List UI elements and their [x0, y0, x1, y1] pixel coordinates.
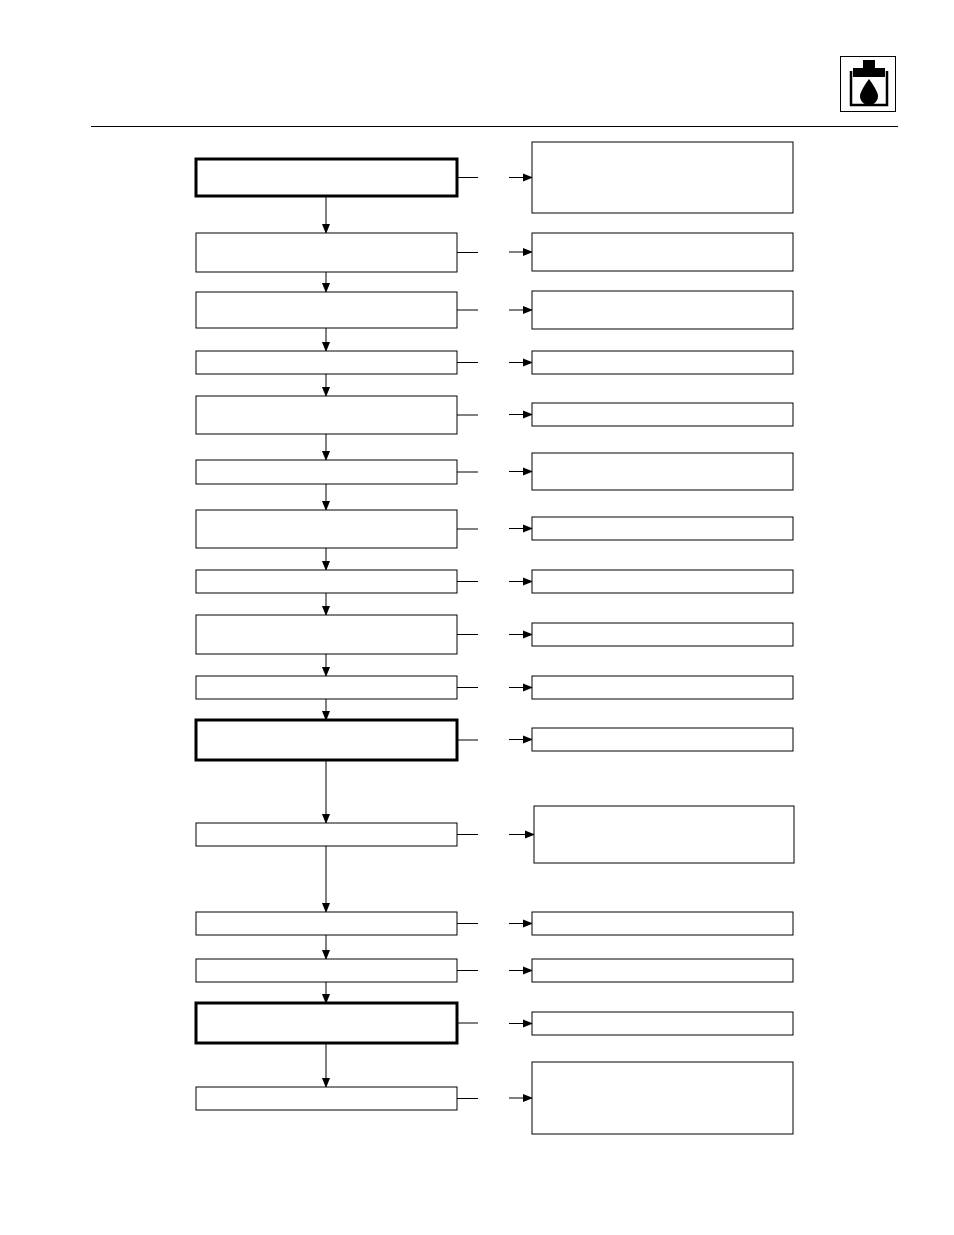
result-box-s16 [532, 1062, 793, 1134]
result-box-s1 [532, 142, 793, 213]
result-box-s4 [532, 351, 793, 374]
step-box-s16 [196, 1087, 457, 1110]
step-box-s6 [196, 460, 457, 484]
step-box-s13 [196, 912, 457, 935]
result-box-s8 [532, 570, 793, 593]
result-box-s13 [532, 912, 793, 935]
result-box-s5 [532, 403, 793, 426]
step-box-s2 [196, 233, 457, 272]
result-box-s14 [532, 959, 793, 982]
result-box-s10 [532, 676, 793, 699]
step-box-s10 [196, 676, 457, 699]
step-box-s8 [196, 570, 457, 593]
result-box-s6 [532, 453, 793, 490]
result-box-s9 [532, 623, 793, 646]
result-box-s2 [532, 233, 793, 271]
step-box-s5 [196, 396, 457, 434]
step-box-s14 [196, 959, 457, 982]
result-box-s11 [532, 728, 793, 751]
step-box-s7 [196, 510, 457, 548]
result-box-s3 [532, 291, 793, 329]
step-box-s15 [196, 1003, 457, 1043]
step-box-s1 [196, 159, 457, 196]
step-box-s4 [196, 351, 457, 374]
result-box-s12 [534, 806, 794, 863]
step-box-s3 [196, 292, 457, 328]
step-box-s12 [196, 823, 457, 846]
result-box-s15 [532, 1012, 793, 1035]
result-box-s7 [532, 517, 793, 540]
step-box-s11 [196, 720, 457, 760]
step-box-s9 [196, 615, 457, 654]
